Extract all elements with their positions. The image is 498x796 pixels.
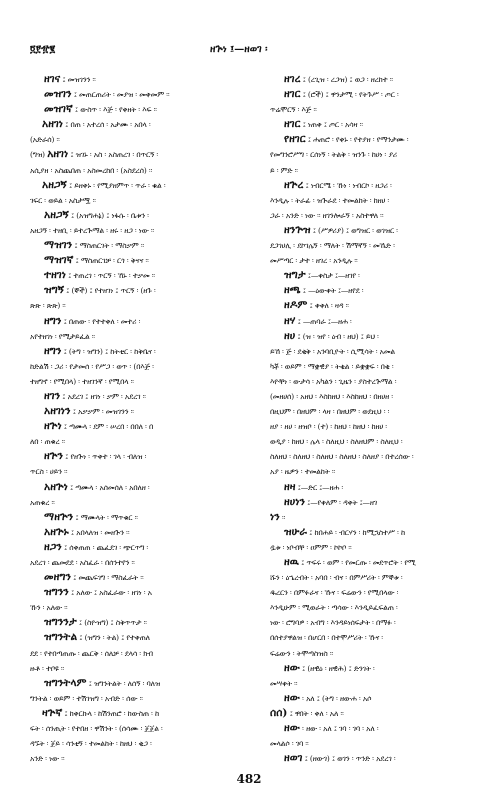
entry-line [270, 132, 488, 147]
right-column [270, 72, 488, 766]
entry-line [30, 178, 248, 193]
headword: ዝሁራ [284, 525, 308, 538]
definition-text: ፤ —ጠባራ ፤—ዘሐ ፡ [295, 316, 352, 326]
entry-line [270, 630, 488, 645]
entry-line [270, 102, 488, 117]
entry-line [270, 117, 488, 132]
definition-text: ፤ ቀቀለ ፡ ዛዳ ፡፡ [307, 301, 349, 311]
entry-line [30, 404, 248, 419]
left-column [30, 72, 248, 766]
entry-line [30, 510, 248, 525]
header-page-number: ፬፻፹፪ [30, 44, 56, 55]
entry-line [30, 193, 248, 208]
headword: ዘጕረ [284, 178, 304, 191]
headword: ዛጕኛ [42, 706, 63, 719]
headword: ዘሃ [284, 314, 296, 327]
entry-line [270, 585, 488, 600]
entry-line [270, 449, 488, 464]
definition-text: አንድ ፡ ነው ፡፡ [30, 754, 65, 764]
definition-text: ዙቶ ፡ ተቦዩ ፡፡ [30, 663, 65, 673]
definition-text: ፤ ነጠቀ ፤ ጦር ፡ አሳዛ ፡፡ [300, 120, 363, 130]
entry-line [30, 751, 248, 766]
definition-text: ፤ ውስጥ ፡ እጅ ፡ የቀዘት ፡ እፍ ፡፡ [72, 105, 157, 115]
entry-line [30, 449, 248, 464]
definition-text: ግንትል ፡ ወይም ፡ ተሽገዝግ ፡ አብድ ፡ ሰው ፡፡ [30, 693, 143, 703]
headword: ዘጕን [44, 450, 64, 463]
definition-text: ወዲያ ፡ ከዘህ ፡ ሌላ ፡ ስለዚህ ፡ ስለዘህም ፡ ስለዚህ ፡ [270, 437, 403, 447]
definition-text: (ግዝ) [30, 150, 48, 160]
headword: ዝግንትላም [44, 676, 87, 689]
definition-text: ፤ ይዘቀኑ ፡ የሚያዘምጥ ፡ ጥራ ፡ ቁል ፡ [66, 180, 166, 190]
definition-text: ፡ አለ ፤ (ትግ ፡ ዘውሐ ፡ አሶ [299, 693, 372, 703]
definition-text: ጽጽ ፡ ጽጽ) ፡፡ [30, 301, 66, 311]
definition-text: መሣቀት ፡፡ [270, 678, 298, 688]
definition-text: ፤ ከበሐይ ፡ ብርሃን ፡ ከሚኋስተሥ ፡ ከ [307, 527, 405, 537]
entry-line [30, 238, 248, 253]
definition-text: ፤ መጨፍገግ ፡ ማስፈራት ፡፡ [71, 573, 144, 583]
definition-text: ፤ መጠርጠሪት ፡ መያዝ ፡ መቀመም ፡፡ [71, 90, 170, 100]
definition-text: ፤ አበላለዝ ፡ መዘጕን ፡፡ [68, 527, 130, 537]
definition-text: ፤ ነብርሜ ፡ ኹነ ፡ ነብርኮ ፡ ዘጋሪ ፡ [303, 180, 392, 190]
definition-text: አዘጋኝ ፡ ተዘቢ ፡ ይተረጕማል ፡ ዘሩ ፡ ዘጋ ፡ ነው ፡፡ [30, 225, 155, 235]
definition-text: ፤ መዝገንን ፡፡ [60, 75, 96, 84]
definition-text: ፤ ሐጠሮ ፡ የቀኑ ፡ የተያዘ ፡ የማንታሙ ፡ [305, 135, 409, 145]
entry-line [270, 480, 488, 495]
entry-line [270, 706, 488, 721]
entry-line [270, 736, 488, 751]
definition-text: ፤ ዝግንትልት ፡ ለሰኝ ፡ ባለዝ [86, 678, 161, 688]
headword: ማዝገን [44, 239, 73, 252]
definition-text: ፤ (ሥዎሪያ) ፤ ወግዝር ፡ ወገዝር ፡ [310, 225, 398, 235]
entry-line [270, 661, 488, 676]
entry-line [30, 117, 248, 132]
definition-text: አየተዘገነ ፡ የሚታይፈል ፡፡ [30, 331, 96, 341]
definition-text: ፤ (ትግ ፡ ዝግን) ፤ ከትቲር ፡ ከቅቤና ፡ [61, 346, 156, 356]
entry-line [270, 495, 488, 510]
headword: ዘወገ [284, 752, 303, 765]
headword: ዘጫ [284, 284, 301, 297]
definition-text: ፤ ጣሙላ ፡ አሰመሰለ ፡ አበለዘ ፡ [67, 482, 150, 492]
entry-line [30, 283, 248, 298]
headword: ዘጋን [44, 540, 62, 553]
definition-text: አያ ፡ ዜዎን ፡ ተመልከት ፡፡ [270, 467, 336, 477]
definition-text: ፤ በጠ ፡ አተረሰ ፡ አታሙ ፡ አበላ ፡ [63, 120, 151, 130]
headword: ዝግታ [284, 269, 306, 282]
headword: አዘጋኝ [42, 178, 67, 191]
headword: አዘገነን [44, 405, 71, 418]
definition-text: ፤ ከቀርኩላ ፡ ከሽንጠሮ ፡ ከውስጠ ፡ ከ [62, 708, 159, 718]
entry-line [270, 344, 488, 359]
definition-text: አደረገ ፡ ጨመደደ ፡ አስፈራ ፡ በሰንተየን ፡፡ [30, 558, 135, 567]
entry-line [270, 434, 488, 449]
entry-line [270, 178, 488, 193]
headword: መዝገን [44, 88, 72, 101]
headword: ዘው [284, 691, 300, 704]
headword: አዘጋኝ [44, 208, 69, 221]
entry-line [30, 268, 248, 283]
definition-text: ሹን ፡ ዕኄረብት ፡ አባበ ፡ ብና ፡ በምሥሪት ፡ ምኞቱ ፡ [270, 573, 403, 583]
headword: ዘግን [44, 344, 62, 357]
entry-line [30, 208, 248, 223]
entry-line [30, 721, 248, 736]
entry-line [30, 706, 248, 721]
definition-text: ፤ (ረጊዝ ፡ ረጋዝ) ፤ ወጋ ፡ ዘረከተ ፡፡ [300, 75, 394, 84]
entry-line [270, 525, 488, 540]
headword: ዘጕነ [44, 420, 62, 433]
definition-text: ፤ በጠው ፡ የተተቀለ ፡ መተሪ ፡ [61, 316, 141, 326]
headword: ዘገር [284, 118, 301, 131]
entry-line [30, 661, 248, 676]
entry-line [30, 585, 248, 600]
definition-text: የመግንሮሥግ ፡ ርሰነኝ ፡ ትልቅ ፡ ዝንጉ ፡ ከሀነ ፡ ያሪ [270, 150, 398, 160]
entry-line [30, 434, 248, 449]
definition-text: ካቾ ፡ ወይም ፡ ማቋዊያ ፡ ትቂል ፡ ይቋቋፍ ፡ በቂ ፡ [270, 361, 394, 371]
entry-line [270, 283, 488, 298]
definition-text: መላልሶ ፡ ገባ ፡፡ [270, 739, 309, 749]
entry-line [270, 570, 488, 585]
definition-text: ፤ —ዕውቀት ፤—ዘየደ ፡ [300, 286, 364, 296]
definition-text: ዱረርን ፡ በምፉራና ፡ ኹና ፡ ፍሬውን ፡ የሚበላው ፡ [270, 588, 399, 598]
definition-text: እንዲሁም ፡ ሚወራት ፡ ጣሳው ፡ እንዲይፈፍልጠ ፡ [270, 603, 398, 613]
entry-line [30, 344, 248, 359]
entry-line [270, 72, 488, 87]
entry-line [270, 464, 488, 479]
definition-text: ጋራ ፡ አንድ ፡ ነው ፡፡ ዘገንሎራኝ ፡ አስተዋለ ፡፡ [270, 210, 384, 220]
entry-line [30, 102, 248, 117]
entry-line [270, 374, 488, 389]
definition-text: ፡ ዘው ፡ አለ ፤ ገባ ፡ ገባ ፡ አለ ፡ [299, 724, 379, 734]
entry-line [30, 555, 248, 570]
headword: መዝገኛ [44, 103, 73, 116]
headword: ዘገረ [284, 73, 301, 85]
entry-line [30, 419, 248, 434]
entry-line [270, 193, 488, 208]
definition-text: ፤—ድር ፤—ዘሐ ፡ [295, 482, 344, 492]
headword: ዘዉ [284, 556, 299, 568]
entry-line [270, 555, 488, 570]
entry-line [270, 389, 488, 404]
definition-text: ጥሬሞርኝ ፡ እጅ ፡፡ [270, 105, 317, 115]
definition-text: ዘያ ፡ ዘሀ ፡ ዘዝቦ ፡ (ተ) ፡ ከዘህ ፡ ከዘህ ፡ ከዘሀ ፡ [270, 422, 388, 432]
headword: ዘዛ [284, 480, 296, 493]
definition-text: ዷቱ ፡ ነቦብቸ ፡ ዐምም ፡ ኮኮቦ ፡፡ [270, 542, 352, 552]
headword: ዘሀነን [284, 495, 306, 508]
entry-line [270, 510, 488, 525]
definition-text: ጥርስ ፡ ሀይን ፡፡ [30, 467, 68, 477]
headword: አዘጕነ [44, 480, 68, 493]
entry-line [30, 570, 248, 585]
headword: ዝግንን [44, 586, 69, 599]
entry-line [270, 298, 488, 313]
headword: ዘው [284, 722, 300, 735]
definition-text: ፍት ፡ ሰንጢት ፡ የተበዘ ፡ ዋሽንት ፡ (ሰሳሙ ፡ ጀጀል ፡ [30, 724, 163, 734]
headword: ዝግኝ [44, 284, 65, 297]
definition-text: ፤ የዘጕነ ፡ ጥቀተ ፡ ገላ ፡ ብለዝ ፡ [63, 452, 147, 462]
definition-text: ፤ አደረገ ፤ ዘገነ ፡ ቃም ፡ አደረገ ፡፡ [60, 391, 146, 401]
entry-line [270, 721, 488, 736]
definition-text: ስለዘህ ፡ ስለዘህ ፡ ስለዘህ ፡ ስለዘህ ፡ ስለዘያ ፡ በተረሰው ፡ [270, 452, 414, 462]
definition-text: ኹን ፡ አለው ፡፡ [30, 603, 68, 613]
definition-text: ይ ፡ ምድ ፡፡ [270, 165, 298, 175]
entry-line [30, 374, 248, 389]
entry-line [270, 163, 488, 178]
definition-text: በዚህም ፡ በዘህም ፡ ላዛ ፡ በዘህም ፡ ወደዚህ ፡ ፡ [270, 407, 390, 417]
definition-text: አጠቁረ ፡፡ [30, 497, 55, 507]
entry-line [270, 223, 488, 238]
headword: አዘገነ [47, 148, 69, 161]
definition-text: ፤ (ዝ ፡ ዝየ ፡ ዕብ ፡ ዘህ) ፤ ይህ ፡ [295, 331, 379, 341]
entry-line [270, 646, 488, 661]
definition-text: ለበ ፡ ጠቁረ ፡፡ [30, 437, 66, 447]
entry-line [270, 404, 488, 419]
definition-text: ፤ አለው ፤ አስፈራው ፡ ዘገነ ፡ አ [68, 588, 152, 598]
definition-text: ፤ ዋበት ፡ ቀለ ፡ አለ ፡፡ [287, 708, 344, 718]
definition-text: ፤ (ስዮዝግ) ፤ ስቅጥጥታ ፡፡ [76, 618, 147, 628]
definition-text: ፤ ማሙላት ፡ ማጥቁር ፡፡ [73, 512, 138, 522]
entry-line [270, 691, 488, 706]
entry-line [270, 600, 488, 615]
entry-line [30, 615, 248, 630]
entry-line [270, 751, 488, 766]
entry-line [270, 268, 488, 283]
entry-line [30, 389, 248, 404]
definition-text: ፤ አቃቃም ፡ መዝገንን ፡፡ [70, 407, 134, 417]
page-header [0, 44, 498, 60]
entry-line [30, 132, 248, 147]
headword: ነን [270, 510, 280, 523]
entry-line [270, 314, 488, 329]
entry-line [30, 253, 248, 268]
entry-line [30, 480, 248, 495]
entry-line [30, 691, 248, 706]
definition-text: ፤ ጣሙላ ፡ ደም ፡ ሠረበ ፡ በበለ ፡ በ [61, 422, 154, 432]
entry-line [30, 525, 248, 540]
entry-line [270, 208, 488, 223]
definition-text: በሰተያዋልዝ ፡ በሆርበ ፡ በተሞሥሪት ፡ ኹና ፡ [270, 633, 384, 643]
definition-text: ዳኙት ፡ ጀይ ፡ ሳንቲኝ ፡ ተመልከት ፡ ከዘህ ፡ ቂጋ ፡ [30, 739, 152, 749]
definition-text: ፍሬውን ፡ ትሞጣስዝስ ፡፡ [270, 648, 334, 658]
headword: ማዝገኛ [44, 254, 74, 267]
entry-line [30, 646, 248, 661]
headword: ዘግን [44, 314, 62, 327]
definition-text: ፤ (ሮች) ፤ ዋንታሚ ፡ የትጉሥ ፡ ጦር ፡ [300, 90, 399, 100]
entry-line [270, 329, 488, 344]
footer-page-number: 482 [236, 772, 262, 786]
headword: ዘሀ [284, 329, 296, 342]
headword: ዝግንንታ [44, 616, 77, 629]
definition-text: ፤ ማስጠርገቻ ፡ ርጎ ፡ ቅናና ፡፡ [73, 256, 149, 266]
headword: መዘግን [44, 571, 72, 584]
headword: ዘገን [44, 389, 61, 402]
definition-text: ፤ (ዘዊዕ ፡ ዘዊሕ) ፤ ድንገት ፡ [299, 663, 375, 673]
entry-line [30, 223, 248, 238]
entry-line [30, 600, 248, 615]
headword: የዘገር [284, 133, 306, 146]
definition-text: ነው ፡ ሮግባዎ ፡ አብግ ፡ እንዳይነሰፍታት ፡ በማፉ ፡ [270, 618, 396, 628]
headword: ዘገር [284, 88, 301, 101]
definition-text: ደጋገሀሊ ፡ ደኮገሌኝ ፡ ማለት ፡ ሽማኛኝ ፡ መኼድ ፡ [270, 241, 395, 251]
definition-text: እንዲሉ ፡ ትራፊ ፡ ዝጕራደ ፡ ተመልከት ፡ ከዘሀ ፡ [270, 195, 390, 205]
definition-text: (መዘሀሰ) ፡ አዘህ ፡ እስከዘህ ፡ እስከዘህ ፡ በዘሀዘ ፡ [270, 391, 393, 401]
definition-text: ፤—የቀለም ፡ ዳቀት ፤—ዘገ [305, 497, 378, 507]
definition-text: መሥጣር ፡ ታተ ፡ ዘገረ ፡ አንዲሉ ፡፡ [270, 256, 358, 266]
definition-text: (አድራሰ) ፡፡ [30, 135, 60, 145]
entry-line [30, 314, 248, 329]
definition-text: ፤ ተጠረገ ፡ ጥርኝ ፡ ኸኑ ፡ ተቃመ ፡፡ [65, 271, 156, 281]
definition-text: ደደ ፡ የተበጣጠጡ ፡ ጨርቅ ፡ ሰለቻ ፡ ደላሳ ፡ ክብ [30, 648, 153, 658]
headword: ተዘገነ [44, 269, 66, 282]
entry-line [270, 253, 488, 268]
entry-line [270, 147, 488, 162]
headword: ዘንጕዝ [284, 223, 311, 236]
running-head: ዘጕነ ፤—ዘወገ ፡ [210, 44, 268, 55]
entry-line [30, 87, 248, 102]
definition-text: ፤ (አዝግሐኔ) ፤ ነፋሱ ፡ ቤቱን ፡ [68, 210, 149, 220]
entry-line [270, 540, 488, 555]
entry-line [30, 359, 248, 374]
entry-line [30, 464, 248, 479]
definition-text: ተዘግኖ ፡ የሚበላ) ፡ ተዘገንኛ ፡ የሚበላ ፡፡ [30, 376, 134, 386]
headword: ሰሰ) [270, 706, 288, 719]
entry-line [30, 163, 248, 178]
headword: ዘው [284, 661, 300, 674]
headword: ማዘጕን [44, 510, 74, 523]
headword: ዘገና [44, 73, 61, 85]
entry-line [30, 329, 248, 344]
entry-line [30, 147, 248, 162]
definition-text: ፤ (ዘውገ) ፤ ወገን ፡ ጥንድ ፡ አደረገ ፡ [302, 754, 396, 764]
entry-line [30, 540, 248, 555]
entry-line [270, 419, 488, 434]
entry-line [30, 72, 248, 87]
entry-line [30, 630, 248, 645]
entry-line [270, 87, 488, 102]
headword: አዘጕኑ [44, 525, 69, 538]
headword: ዘዶም [284, 299, 308, 312]
definition-text: ፤—ቀስታ ፤—ዘገየ ፡ [305, 271, 360, 281]
headword: አዘገነ [42, 118, 64, 131]
definition-text: ፤ ጥፍሩ ፡ ወም ፡ የመርጡ ፡ መደጥሮት ፡ የሚ [298, 558, 416, 567]
entry-line [270, 359, 488, 374]
definition-text: ፡፡ [279, 512, 286, 522]
definition-text: ፤ ዝገኑ ፡ አስ ፡ አስጠረገ ፡ በጥርኝ ፡ [68, 150, 159, 160]
entry-line [30, 495, 248, 510]
definition-text: ከድልሽ ፡ ጋሪ ፡ የታመሰ ፡ የሥጋ ፡ ወጥ ፡ (በእጅ ፡ [30, 361, 154, 371]
definition-text: ገፍር ፡ ወይል ፡ አስታሟ ፡፡ [30, 195, 96, 205]
definition-text: እዮቸነ ፡ ውታሳ ፡ አካልን ፡ ጊዜን ፡ ያስተረጕማል ፡ [270, 376, 397, 386]
headword: ዝግንትል [44, 631, 78, 644]
entry-line [270, 676, 488, 691]
definition-text: ፤ (ኞች) ፤ የተዘገነ ፤ ጥርኝ ፡ (ዘጉ ፡ [64, 286, 156, 296]
definition-text: ፤ ሰቀጠጠ ፡ ጨፈደገ ፡ ጭርጥግ ፡ [61, 542, 149, 552]
definition-text: አሲያዘ ፡ አስጨበጠ ፡ አስመረከበ ፡ (አስደረሰ) ፡፡ [30, 165, 153, 175]
definition-text: ፤ ማስጠርገት ፡ ማስቃም ፡፡ [72, 241, 145, 251]
entry-line [270, 615, 488, 630]
definition-text: ይኸ ፡ ጅ ፡ ደቂቅ ፡ አንባቢዮት ፡ ሲሚሳት ፡ አመል [270, 346, 396, 356]
entry-line [30, 736, 248, 751]
entry-line [270, 238, 488, 253]
entry-line [30, 298, 248, 313]
definition-text: ፤ (ዝግን ፡ ትል) ፤ የተቀጠለ [77, 633, 150, 643]
entry-line [30, 676, 248, 691]
